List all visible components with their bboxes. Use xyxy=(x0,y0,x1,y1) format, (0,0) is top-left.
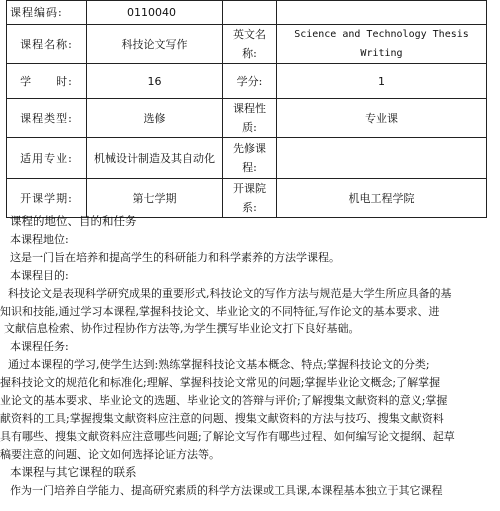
term-label: 开课学期: xyxy=(7,179,87,218)
credit-value: 1 xyxy=(277,64,487,99)
term-value: 第七学期 xyxy=(87,179,223,218)
purpose-line: 知识和技能,通过学习本课程,掌握科技论文、毕业论文的不同特征,写作论文的基本要求、进 xyxy=(0,304,440,318)
english-name-value: Science and Technology Thesis Writing xyxy=(277,25,487,64)
purpose-label: 本课程目的: xyxy=(10,268,69,282)
department-value: 机电工程学院 xyxy=(277,179,487,218)
prereq-value xyxy=(277,138,487,179)
major-label: 适用专业: xyxy=(7,138,87,179)
task-line: 握科技论文的规范化和标准化;理解、掌握科技论文常见的问题;掌握毕业论文概念;了解掌握 xyxy=(0,376,441,390)
empty-cell xyxy=(223,1,277,25)
major-value: 机械设计制造及其自动化 xyxy=(87,138,223,179)
purpose-line: 文献信息检索、协作过程协作方法等,为学生撰写毕业论文打下良好基础。 xyxy=(4,322,360,336)
relation-line: 作为一门培养自学能力、提高研究素质的科学方法课或工具课,本课程基本独立于其它课程 xyxy=(10,483,443,497)
course-name-label: 课程名称: xyxy=(7,25,87,64)
task-label: 本课程任务: xyxy=(10,340,69,354)
task-line: 业论文的基本要求、毕业论文的选题、毕业论文的答辩与评价;了解搜集文献资料的意义;掌握 xyxy=(0,394,448,408)
department-label: 开课院系: xyxy=(223,179,277,218)
task-line: 献资料的工具;掌握搜集文献资料应注意的问题、搜集文献资料的方法与技巧、搜集文献资料 xyxy=(0,411,444,425)
section-heading-status: 课程的地位、目的和任务 xyxy=(10,214,137,228)
credit-label: 学分: xyxy=(223,64,277,99)
english-name-label: 英文名称: xyxy=(223,25,277,64)
status-text: 这是一门旨在培养和提高学生的科研能力和科学素养的方法学课程。 xyxy=(10,250,340,264)
empty-cell xyxy=(277,1,487,25)
course-description xyxy=(0,213,500,500)
course-code-label: 课程编码: xyxy=(7,1,87,25)
hours-value: 16 xyxy=(87,64,223,99)
task-line: 稿要注意的问题、论文如何选择论证方法等。 xyxy=(0,447,220,461)
course-type-value: 选修 xyxy=(87,99,223,138)
hours-label: 学 时: xyxy=(7,64,87,99)
course-info-table xyxy=(6,0,487,218)
course-nature-value: 专业课 xyxy=(277,99,487,138)
course-type-label: 课程类型: xyxy=(7,99,87,138)
status-label: 本课程地位: xyxy=(10,232,69,246)
course-code-value: 0110040 xyxy=(87,1,223,25)
prereq-label: 先修课程: xyxy=(223,138,277,179)
purpose-line: 科技论文是表现科学研究成果的重要形式,科技论文的写作方法与规范是大学生所应具备的基 xyxy=(8,286,452,300)
section-heading-relation: 本课程与其它课程的联系 xyxy=(10,464,137,479)
course-nature-label: 课程性质: xyxy=(223,99,277,138)
task-line: 通过本课程的学习,使学生达到:熟练掌握科技论文基本概念、特点;掌握科技论文的分类; xyxy=(8,358,430,372)
task-line: 具有哪些、搜集文献资料应注意哪些问题;了解论文写作有哪些过程、如何编写论文提纲、起草 xyxy=(0,429,455,443)
course-name-value: 科技论文写作 xyxy=(87,25,223,64)
